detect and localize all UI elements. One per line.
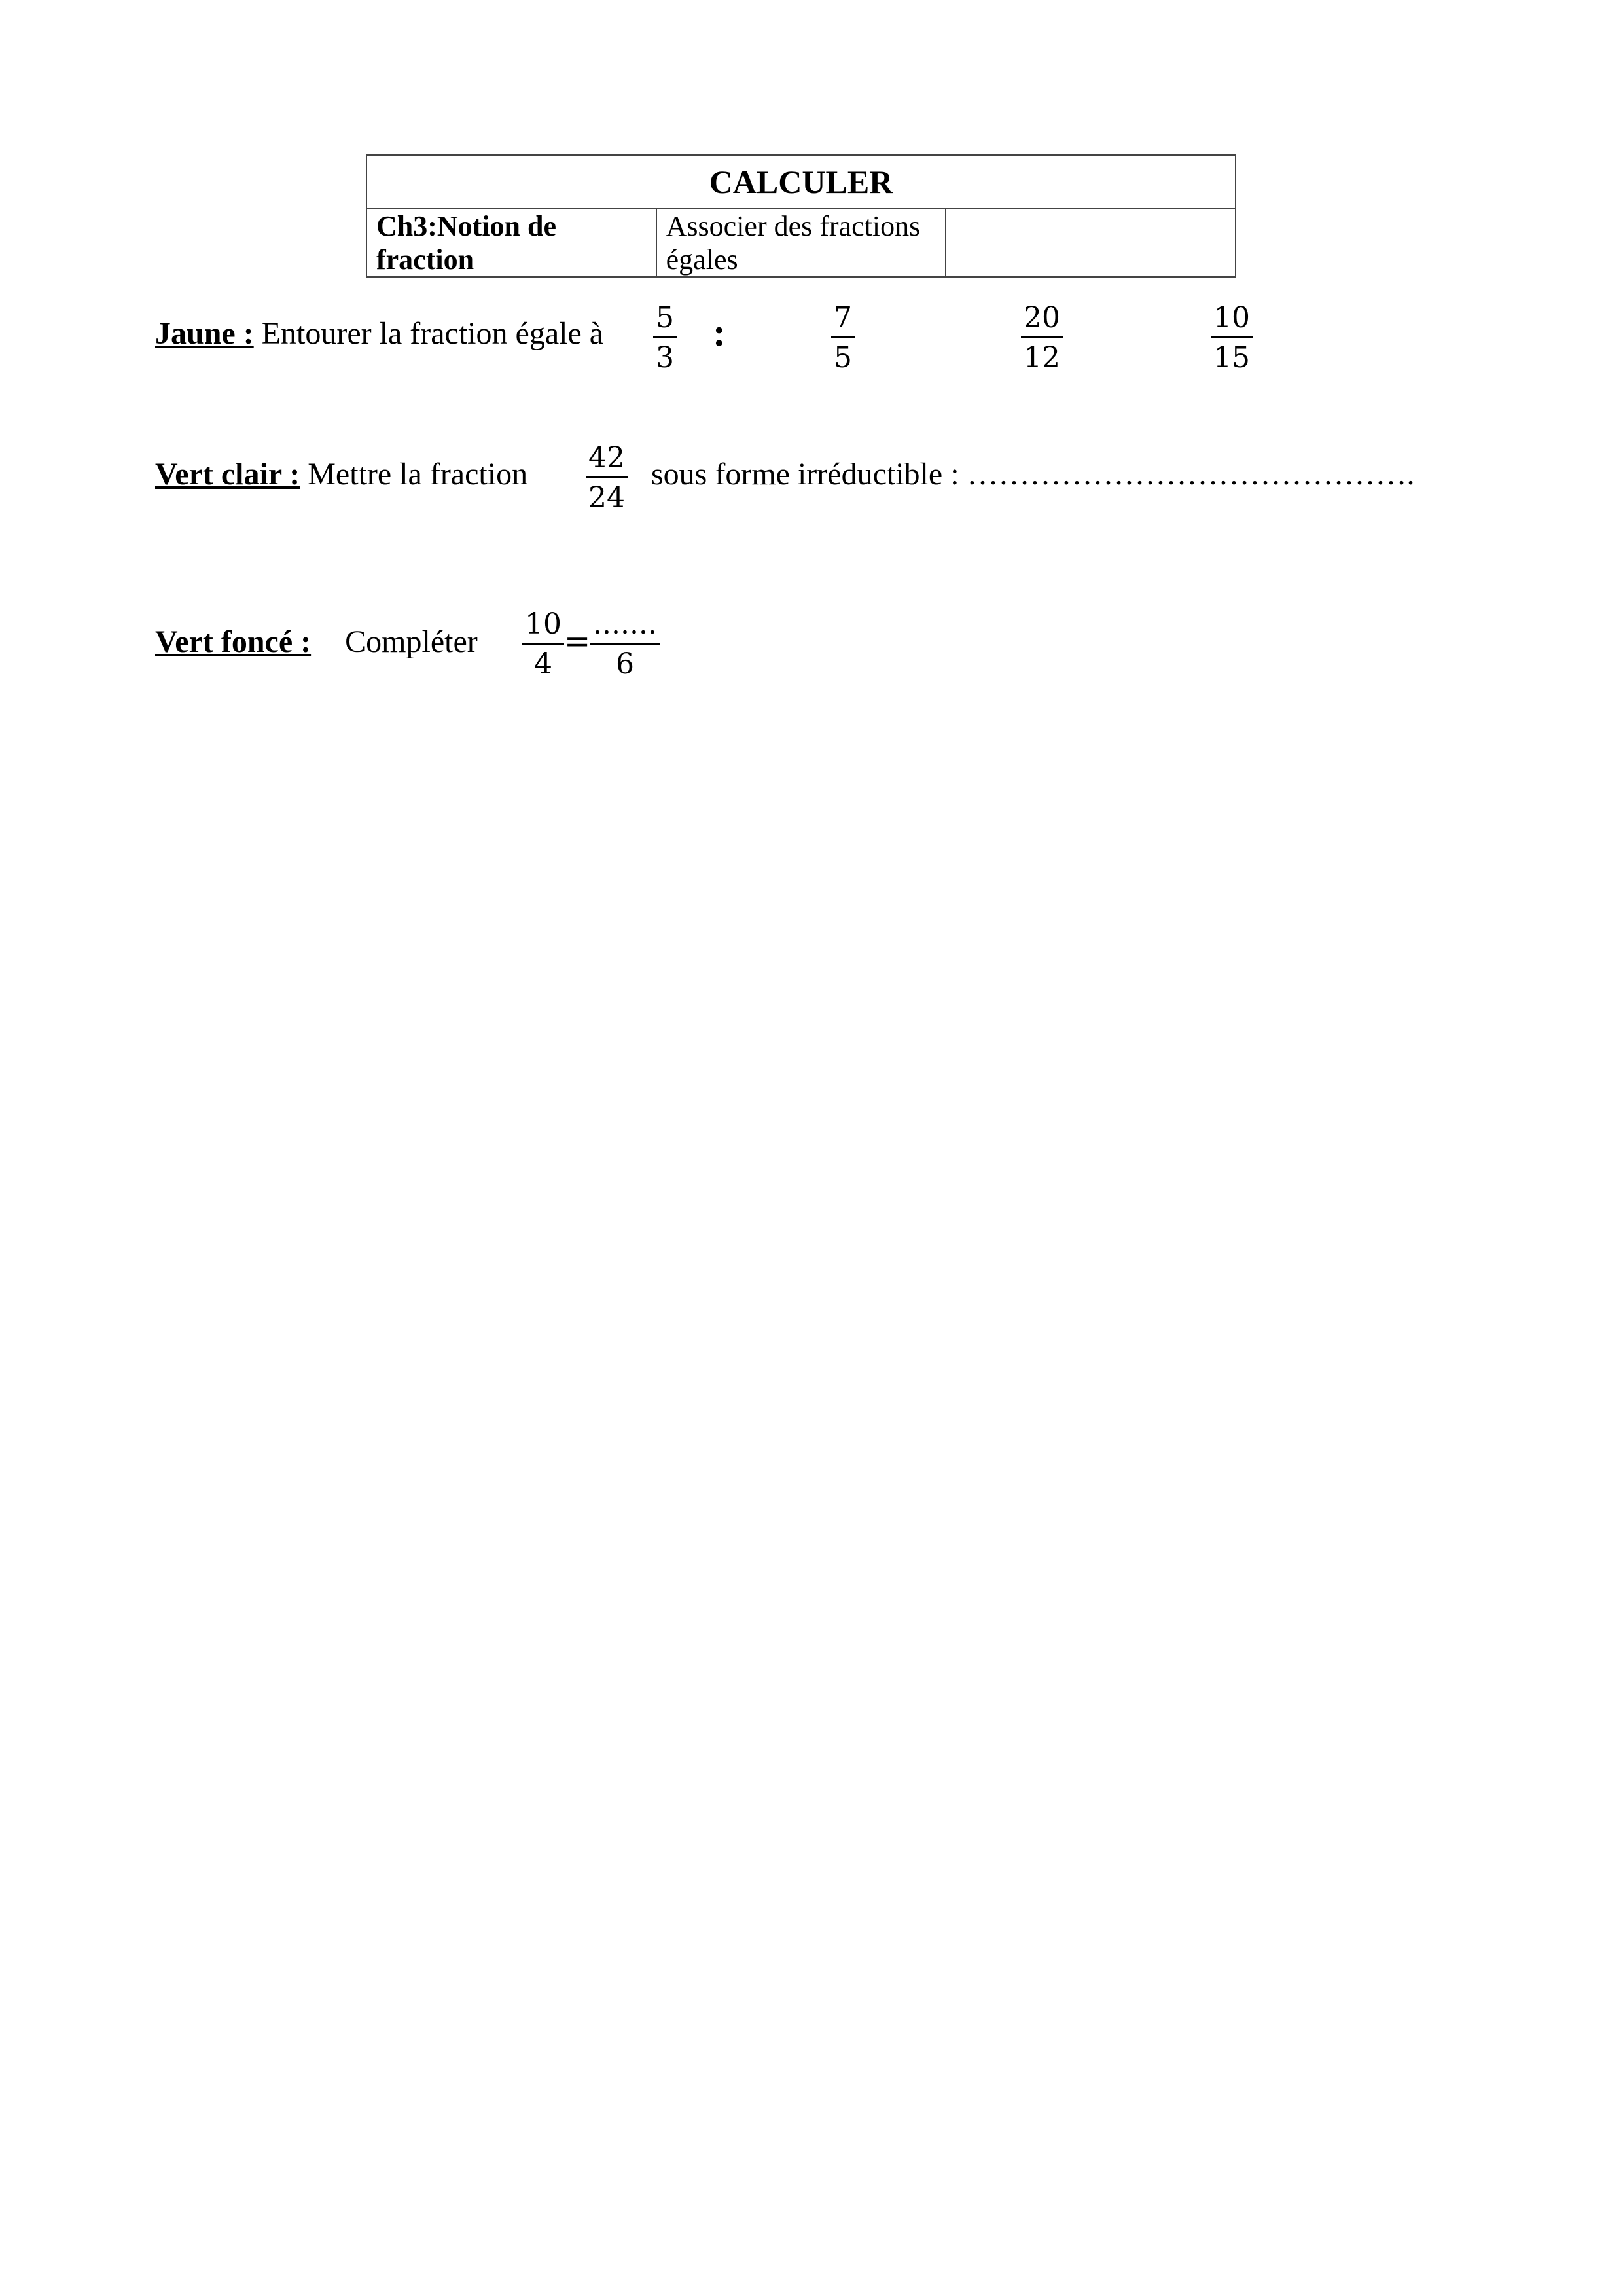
fraction-denominator: 5 [831, 336, 855, 372]
vert-fonce-line [155, 624, 478, 660]
empty-cell [946, 209, 1236, 277]
jaune-label: Jaune : [155, 316, 254, 351]
jaune-target-fraction [653, 301, 677, 374]
vert-clair-fraction [586, 441, 628, 514]
fraction-denominator: 6 [590, 643, 660, 679]
vert-fonce-right-fraction[interactable] [590, 607, 660, 681]
fraction-denominator: 24 [586, 476, 628, 512]
jaune-choice-3[interactable] [1211, 301, 1253, 374]
fraction-numerator-blank[interactable]: ....... [593, 607, 657, 641]
vert-fonce-instruction: Compléter [345, 624, 478, 659]
jaune-choice-1[interactable] [831, 301, 855, 374]
header-table [366, 154, 1236, 278]
fraction-numerator: 20 [1024, 301, 1060, 334]
chapter-cell: Ch3:Notion de fraction [366, 209, 656, 277]
vert-fonce-left-fraction [522, 607, 564, 681]
jaune-line [155, 315, 603, 351]
jaune-separator: : [713, 311, 726, 354]
fraction-denominator: 15 [1211, 336, 1253, 372]
jaune-instruction: Entourer la fraction égale à [261, 316, 604, 351]
fraction-numerator: 10 [525, 607, 562, 641]
fraction-denominator: 12 [1021, 336, 1063, 372]
vert-clair-line [155, 456, 527, 492]
fraction-numerator: 7 [834, 301, 852, 334]
skill-cell: Associer des fractions égales [656, 209, 946, 277]
fraction-numerator: 42 [588, 441, 625, 475]
equals-sign: = [564, 623, 591, 660]
vert-clair-answer-line[interactable]: sous forme irréductible : ……………………………………. [651, 457, 1415, 492]
fraction-denominator: 4 [522, 643, 564, 679]
vert-clair-instruction: Mettre la fraction [308, 457, 528, 492]
fraction-denominator: 3 [653, 336, 677, 372]
vert-clair-label: Vert clair : [155, 457, 300, 492]
vert-fonce-label: Vert foncé : [155, 624, 312, 659]
fraction-numerator: 5 [656, 301, 674, 334]
jaune-choice-2[interactable] [1021, 301, 1063, 374]
worksheet-title: CALCULER [366, 155, 1236, 209]
fraction-numerator: 10 [1213, 301, 1250, 334]
